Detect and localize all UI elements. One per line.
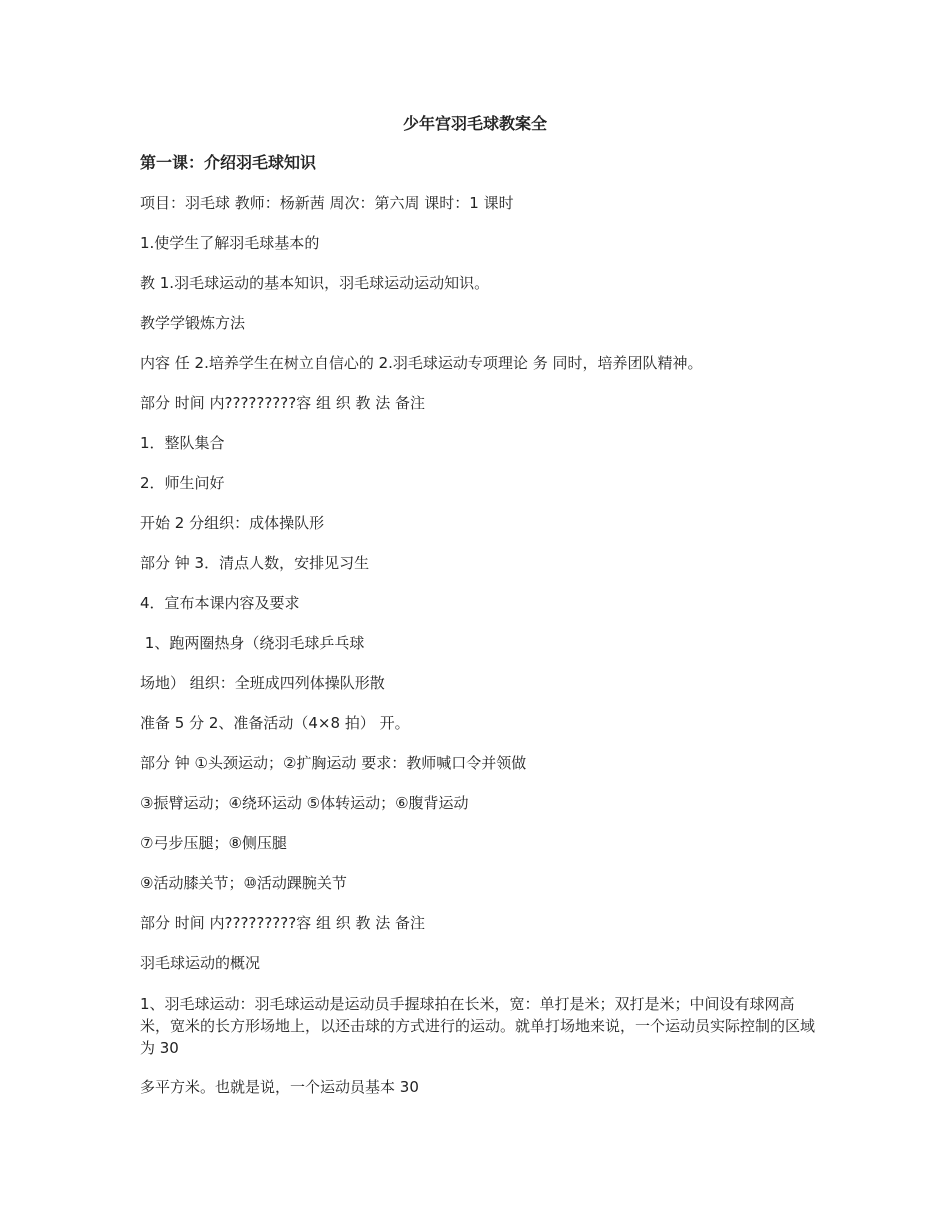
paragraph: 4．宣布本课内容及要求 — [140, 594, 300, 612]
paragraph: 准备 5 分 2、准备活动（4×8 拍） 开。 — [140, 714, 410, 732]
paragraph: 场地） 组织：全班成四列体操队形散 — [140, 674, 385, 692]
paragraph: ⑦弓步压腿；⑧侧压腿 — [140, 834, 287, 852]
document-title: 少年宫羽毛球教案全 — [402, 114, 547, 133]
paragraph: 部分 时间 内?????????容 组 织 教 法 备注 — [140, 914, 426, 932]
paragraph: 内容 任 2.培养学生在树立自信心的 2.羽毛球运动专项理论 务 同时，培养团队精神。 — [140, 354, 703, 372]
paragraph: 羽毛球运动的概况 — [140, 954, 261, 972]
paragraph: 项目：羽毛球 教师：杨新茜 周次：第六周 课时：1 课时 — [140, 194, 514, 212]
paragraph: 1、跑两圈热身（绕羽毛球乒乓球 — [140, 634, 365, 652]
paragraph: 部分 时间 内?????????容 组 织 教 法 备注 — [140, 394, 426, 412]
paragraph: 2．师生问好 — [140, 474, 225, 492]
lesson-heading: 第一课：介绍羽毛球知识 — [140, 153, 317, 172]
paragraph: 部分 钟 3．清点人数，安排见习生 — [140, 554, 370, 572]
paragraph: 1.使学生了解羽毛球基本的 — [140, 234, 320, 252]
paragraph: ③振臂运动；④绕环运动 ⑤体转运动；⑥腹背运动 — [140, 794, 469, 812]
paragraph: ⑨活动膝关节；⑩活动踝腕关节 — [140, 874, 347, 892]
paragraph: 教学学锻炼方法 — [140, 314, 246, 332]
paragraph: 开始 2 分组织：成体操队形 — [140, 514, 325, 532]
paragraph: 1．整队集合 — [140, 434, 225, 452]
paragraph: 部分 钟 ①头颈运动；②扩胸运动 要求：教师喊口令并领做 — [140, 754, 527, 772]
paragraph: 1、羽毛球运动：羽毛球运动是运动员手握球拍在长米，宽：单打是米；双打是米；中间设有球网高米，宽米的长方形场地上，以还击球的方式进行的运动。就单打场地来说，一个运动员实际控制的区域为 30 — [140, 995, 816, 1057]
paragraph: 多平方米。也就是说，一个运动员基本 30 — [140, 1078, 419, 1096]
document-body — [140, 153, 820, 1117]
paragraph: 教 1.羽毛球运动的基本知识，羽毛球运动运动知识。 — [140, 274, 490, 292]
